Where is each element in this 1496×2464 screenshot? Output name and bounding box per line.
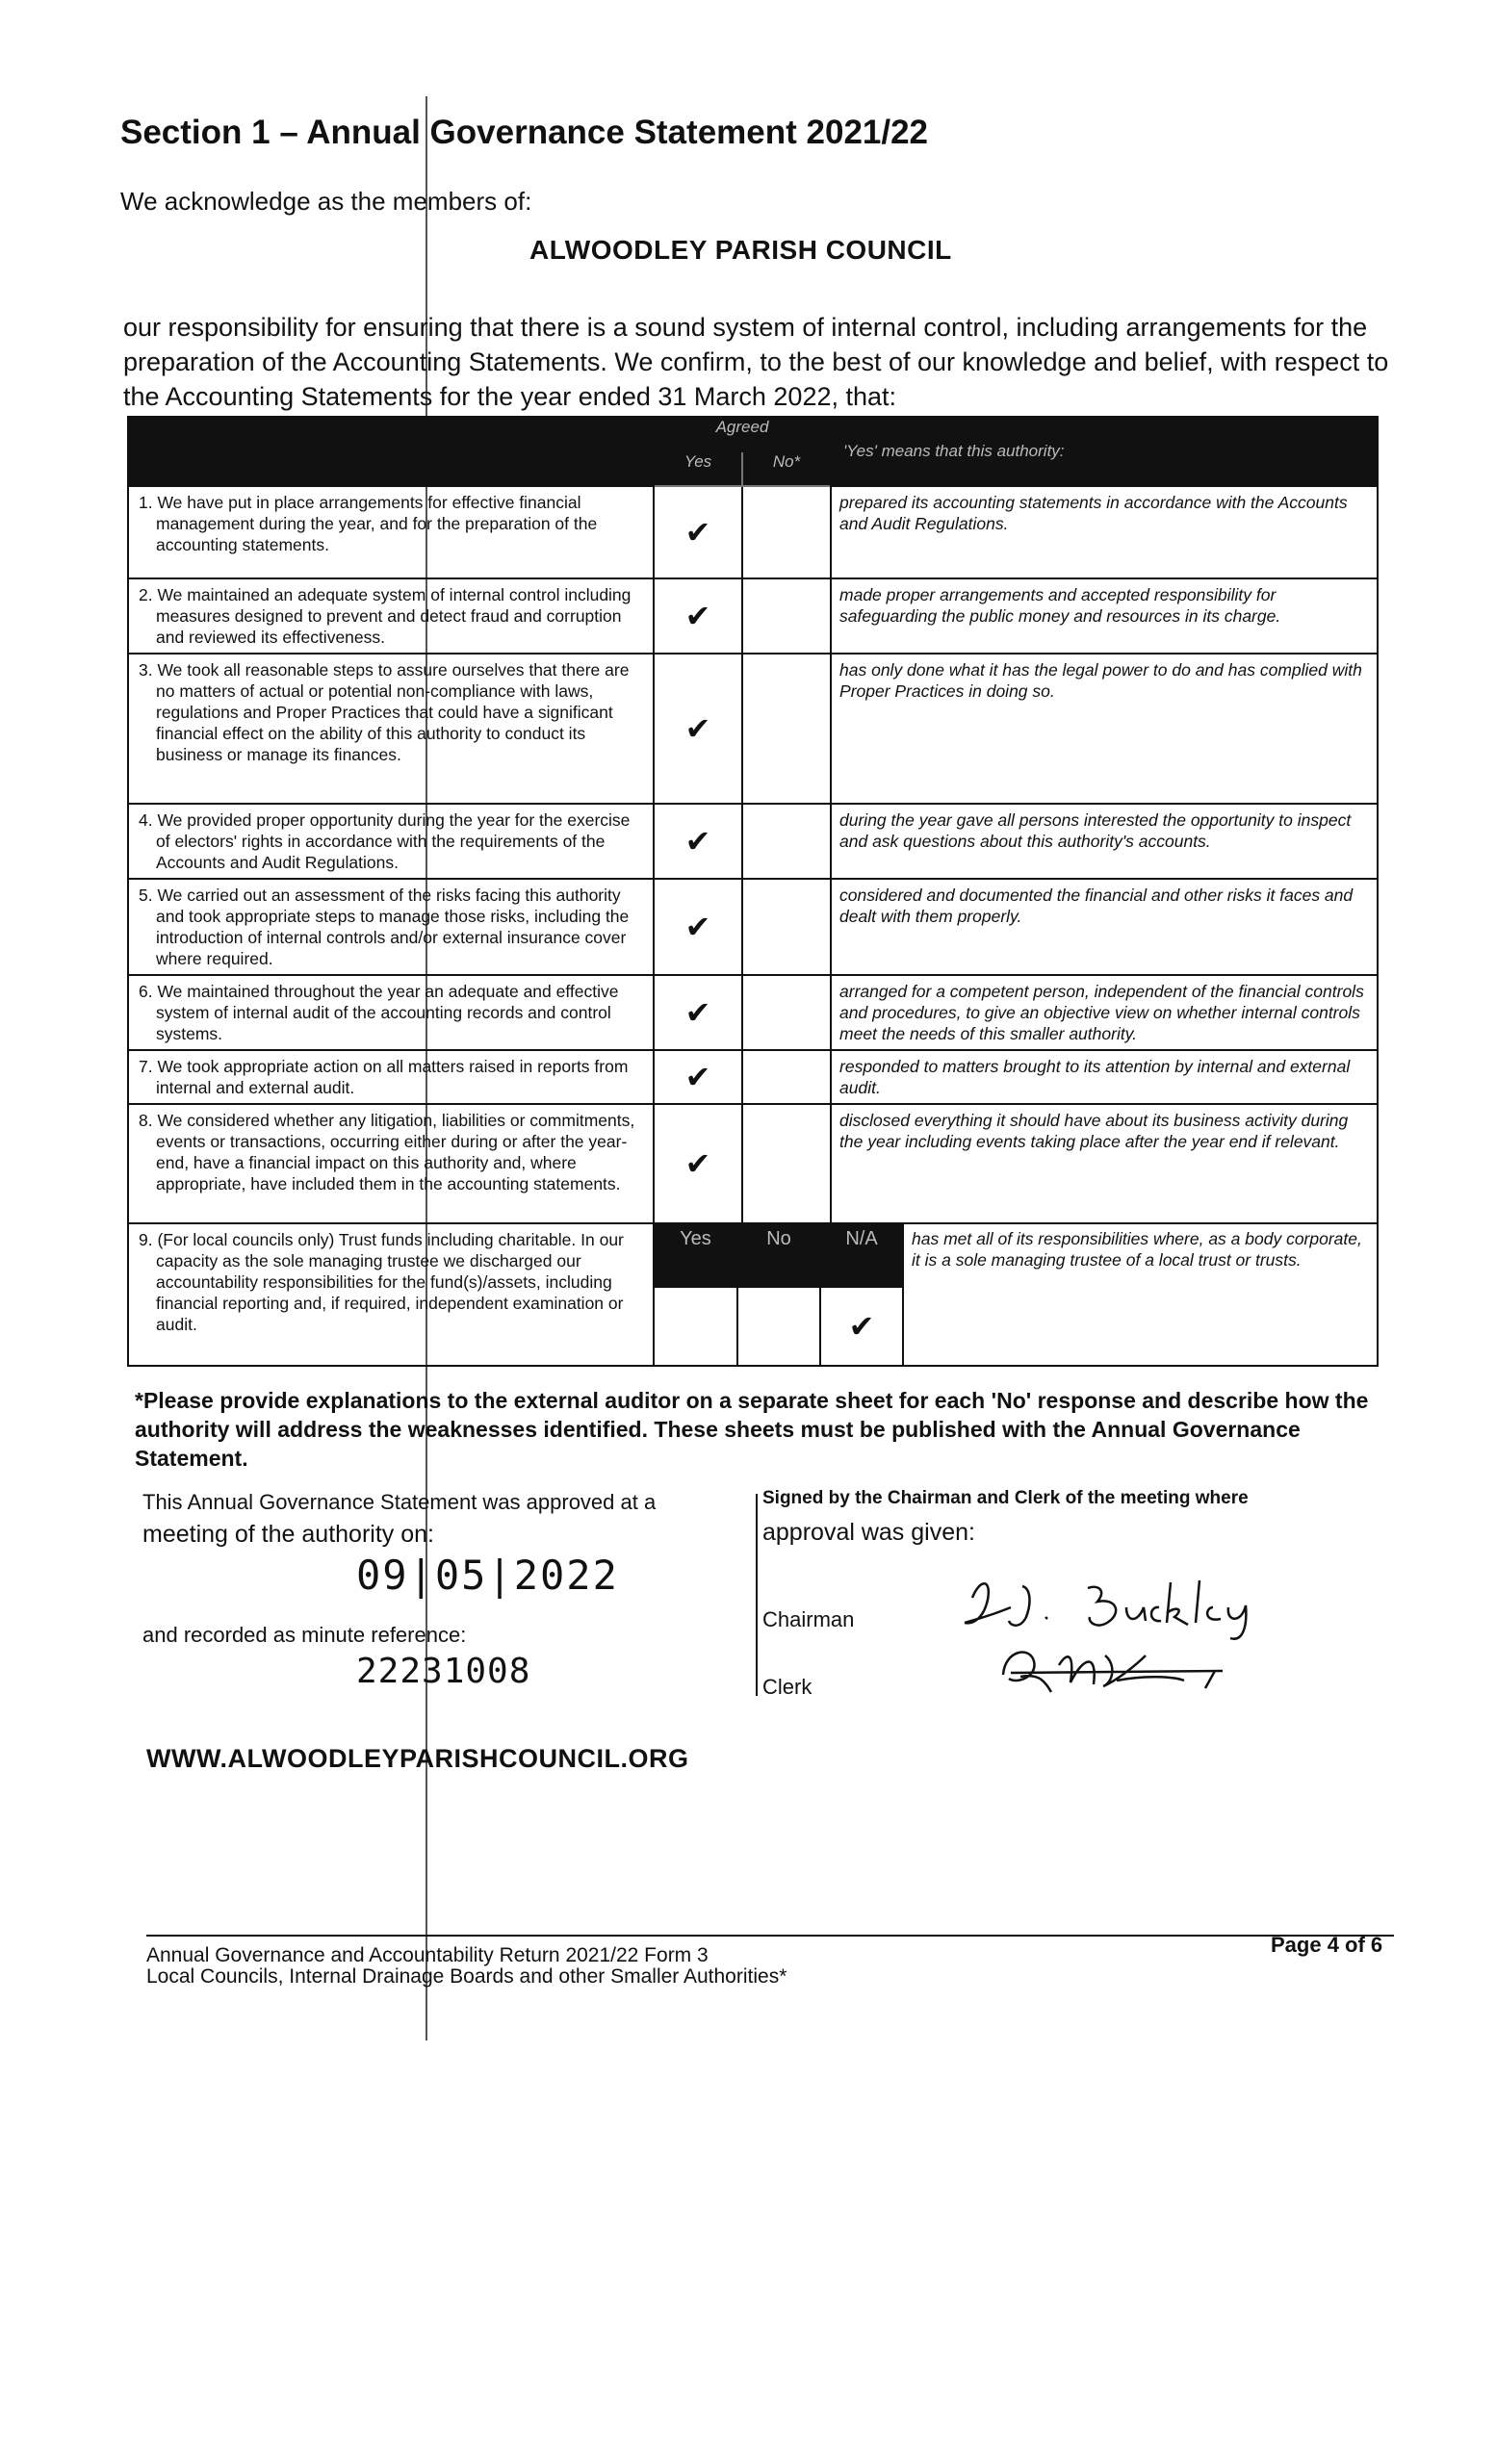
footer-authorities: Local Councils, Internal Drainage Boards and other Smaller Authorities* — [146, 1965, 787, 1988]
statement-cell: 6. We maintained throughout the year an adequate and effective system of internal audit of the accounting records and control systems. — [128, 975, 654, 1050]
signature-divider — [756, 1494, 758, 1696]
yes-checkbox: ✔ — [654, 486, 742, 578]
minute-reference-handwritten: 22231008 — [356, 1652, 531, 1691]
governance-table — [127, 416, 1379, 1367]
no-checkbox — [742, 879, 831, 975]
table-row — [128, 486, 1378, 578]
statement-text: We have put in place arrangements for effective financial management during the year, and for the preparation of the accounting statements. — [156, 493, 598, 554]
statement-cell: 1. We have put in place arrangements for effective financial management during the year, and for the preparation of the accounting statements. — [128, 486, 654, 578]
approval-text-line2: meeting of the authority on: — [142, 1521, 434, 1548]
approval-text-line1: This Annual Governance Statement was approved at a — [142, 1490, 657, 1514]
statement-cell: 9. (For local councils only) Trust funds including charitable. In our capacity as the sole managing trustee we discharged our accountability responsibilities for the fund(s)/assets, including financial reporting and, if required, independent examination or audit. — [128, 1223, 654, 1366]
chairman-label: Chairman — [762, 1607, 855, 1631]
statement-text: We took all reasonable steps to assure ourselves that there are no matters of actual or potential non-compliance with laws, regulations and Proper Practices that could have a significant financial effect on the ability of this authority to conduct its business or manage its finances. — [156, 660, 630, 764]
means-text: during the year gave all persons interested the opportunity to inspect and ask questions about this authority's accounts. — [831, 804, 1378, 879]
yes-checkbox: ✔ — [654, 804, 742, 879]
yes-checkbox: ✔ — [654, 879, 742, 975]
statement-cell: 3. We took all reasonable steps to assure ourselves that there are no matters of actual or potential non-compliance with laws, regulations and Proper Practices that could have a significant financial effect on the ability of this authority to conduct its business or manage its finances. — [128, 654, 654, 804]
means-text: responded to matters brought to its attention by internal and external audit. — [831, 1050, 1378, 1104]
statement-cell: 5. We carried out an assessment of the risks facing this authority and took appropriate steps to manage those risks, including the introduction of internal controls and/or external insurance cover where required. — [128, 879, 654, 975]
yes-checkbox: ✔ — [654, 1104, 742, 1223]
table-row — [128, 1050, 1378, 1104]
header-yes: Yes — [655, 1224, 737, 1287]
no-checkbox — [742, 486, 831, 578]
means-text: arranged for a competent person, independent of the financial controls and procedures, to give an objective view on whether internal controls meet the needs of this smaller authority. — [831, 975, 1378, 1050]
header-no: No* — [742, 451, 831, 486]
approval-given-text: approval was given: — [762, 1519, 975, 1546]
clerk-label: Clerk — [762, 1675, 812, 1699]
no-checkbox — [737, 1287, 820, 1365]
responsibility-text: our responsibility for ensuring that there is a sound system of internal control, including arrangements for the preparation of the Accounting Statements. We confirm, to the best of our knowledge and belief, with respect to the Accounting Statements for the year ended 31 March 2022, that: — [123, 313, 1389, 411]
approval-date-handwritten: 09|05|2022 — [356, 1552, 619, 1599]
trust-funds-subtable — [655, 1224, 1377, 1365]
yes-checkbox: ✔ — [654, 578, 742, 654]
statement-cell: 8. We considered whether any litigation, liabilities or commitments, events or transactions, occurring either during or after the year-end, have a financial impact on this authority and, where appropriate, have included them in the accounting statements. — [128, 1104, 654, 1223]
no-checkbox — [742, 578, 831, 654]
yes-checkbox: ✔ — [654, 1050, 742, 1104]
signed-by-text: Signed by the Chairman and Clerk of the meeting where — [762, 1488, 1249, 1508]
table-row — [128, 879, 1378, 975]
footer-form-title: Annual Governance and Accountability Return 2021/22 Form 3 — [146, 1944, 709, 1966]
table-row — [128, 578, 1378, 654]
statement-text: We took appropriate action on all matters raised in reports from internal and external audit. — [156, 1057, 629, 1097]
statement-cell: 4. We provided proper opportunity during the year for the exercise of electors' rights in accordance with the requirements of the Accounts and Audit Regulations. — [128, 804, 654, 879]
yes-checkbox: ✔ — [654, 975, 742, 1050]
statement-text: We maintained throughout the year an adequate and effective system of internal audit of the accounting records and control systems. — [156, 982, 619, 1043]
no-checkbox — [742, 1050, 831, 1104]
header-means: 'Yes' means that this authority: — [831, 417, 1378, 486]
table-header-row — [128, 417, 1378, 451]
statement-cell: 2. We maintained an adequate system of internal control including measures designed to prevent and detect fraud and corruption and reviewed its effectiveness. — [128, 578, 654, 654]
chairman-signature — [953, 1569, 1338, 1646]
section-title: Section 1 – Annual Governance Statement 2021/22 — [120, 114, 929, 151]
minute-reference-label: and recorded as minute reference: — [142, 1623, 467, 1647]
header-yes: Yes — [654, 451, 742, 486]
footer-rule — [146, 1935, 1394, 1937]
means-text: has met all of its responsibilities where, as a body corporate, it is a sole managing trustee of a local trust or trusts. — [903, 1224, 1377, 1365]
statement-text: We carried out an assessment of the risks facing this authority and took appropriate steps to manage those risks, including the introduction of internal controls and/or external insurance cover where required. — [156, 886, 630, 968]
website-url: WWW.ALWOODLEYPARISHCOUNCIL.ORG — [146, 1744, 689, 1773]
header-blank — [128, 417, 654, 486]
table-row-trust-funds — [128, 1223, 1378, 1366]
yes-checkbox: ✔ — [654, 654, 742, 804]
table-row — [128, 975, 1378, 1050]
table-row — [128, 1104, 1378, 1223]
statement-text: We considered whether any litigation, liabilities or commitments, events or transactions, occurring either during or after the year-end, have a financial impact on this authority and, where appropriate, have included them in the accounting statements. — [156, 1111, 635, 1194]
no-checkbox — [742, 654, 831, 804]
header-agreed: Agreed — [654, 417, 831, 451]
statement-text: We provided proper opportunity during the year for the exercise of electors' rights in accordance with the requirements of the Accounts and Audit Regulations. — [156, 810, 631, 872]
clerk-signature — [992, 1636, 1242, 1704]
auditor-note: *Please provide explanations to the external auditor on a separate sheet for each 'No' response and describe how the authority will address the weaknesses identified. These sheets must be published with the Annual Governance Statement. — [135, 1388, 1369, 1471]
statement-cell: 7. We took appropriate action on all matters raised in reports from internal and external audit. — [128, 1050, 654, 1104]
no-checkbox — [742, 975, 831, 1050]
means-text: disclosed everything it should have about its business activity during the year including events taking place after the year end if relevant. — [831, 1104, 1378, 1223]
trust-funds-answer-cell — [654, 1223, 1378, 1366]
yes-checkbox — [655, 1287, 737, 1365]
header-na: N/A — [820, 1224, 903, 1287]
means-text: has only done what it has the legal power to do and has complied with Proper Practices in doing so. — [831, 654, 1378, 804]
no-checkbox — [742, 1104, 831, 1223]
header-no: No — [737, 1224, 820, 1287]
means-text: prepared its accounting statements in accordance with the Accounts and Audit Regulations. — [831, 486, 1378, 578]
trust-funds-header-row — [655, 1224, 1377, 1287]
page-number: Page 4 of 6 — [1271, 1933, 1383, 1957]
no-checkbox — [742, 804, 831, 879]
acknowledge-text: We acknowledge as the members of: — [120, 187, 532, 216]
means-text: made proper arrangements and accepted responsibility for safeguarding the public money and resources in its charge. — [831, 578, 1378, 654]
table-row — [128, 654, 1378, 804]
statement-text: We maintained an adequate system of internal control including measures designed to prevent and detect fraud and corruption and reviewed its effectiveness. — [156, 585, 632, 647]
statement-text: (For local councils only) Trust funds including charitable. In our capacity as the sole managing trustee we discharged our accountability responsibilities for the fund(s)/assets, including financial reporting and, if required, independent examination or audit. — [156, 1230, 624, 1334]
means-text: considered and documented the financial and other risks it faces and dealt with them properly. — [831, 879, 1378, 975]
na-checkbox: ✔ — [820, 1287, 903, 1365]
council-name: ALWOODLEY PARISH COUNCIL — [529, 235, 952, 265]
table-row — [128, 804, 1378, 879]
